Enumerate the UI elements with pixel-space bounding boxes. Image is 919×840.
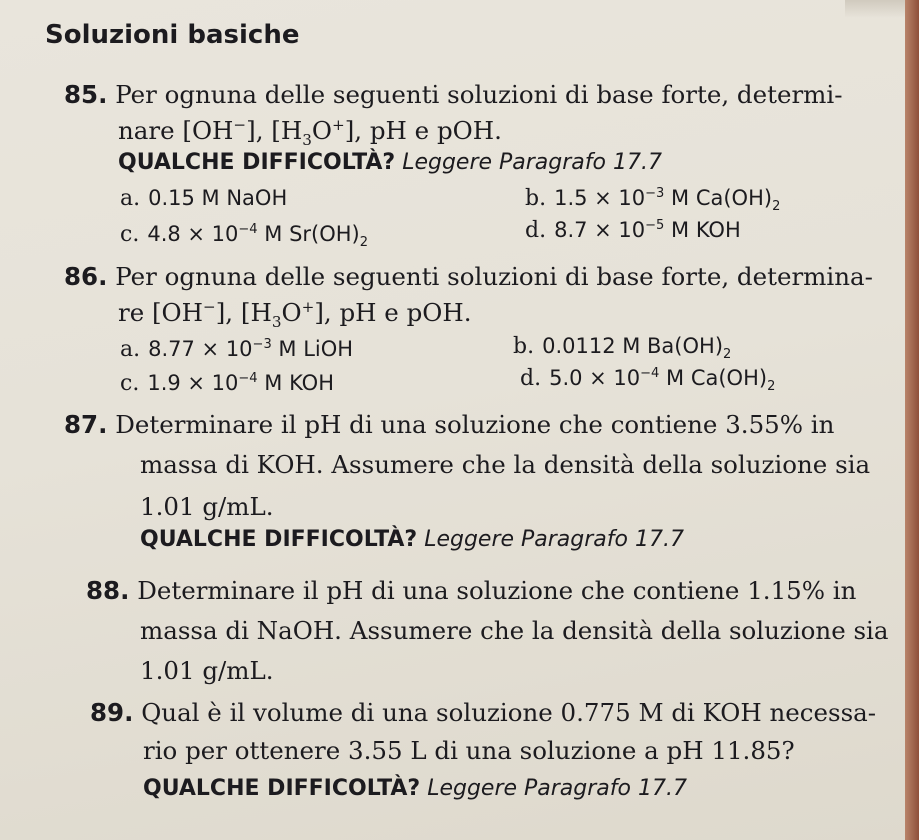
problem-87-line-1 [64,410,834,439]
problem-86-line-1 [64,262,873,291]
problem-number: 87. [64,410,108,439]
item-85c: c. $4.8 \times 10^{-4}$ M $Sr(OH)_2$ [120,222,369,251]
problem-number: 89. [90,698,134,727]
problem-87-line-2: massa di KOH. Assumere che la densità della soluzione sia [140,450,871,479]
problem-text: Determinare il pH di una soluzione che contiene 1.15% in [137,576,857,605]
item-85b: b. $1.5 \times 10^{-3}$ M $Ca(OH)_2$ [525,186,781,215]
problem-number: 85. [64,80,108,109]
problem-text: Determinare il pH di una soluzione che contiene 3.55% in [115,410,835,439]
item-86d: d. $5.0 \times 10^{-4}$ M $Ca(OH)_2$ [520,366,776,395]
page-shadow [845,0,905,18]
hint-87: QUALCHE DIFFICOLTÀ? Leggere Paragrafo 17.7 [140,527,684,552]
hint-89: QUALCHE DIFFICOLTÀ? Leggere Paragrafo 17.7 [143,776,687,801]
problem-88-line-3: 1.01 g/mL. [140,656,274,685]
item-85d: d. $8.7 \times 10^{-5}$ M KOH [525,218,741,243]
item-86b: b. 0.0112 M $Ba(OH)_2$ [513,334,732,363]
page-edge [905,0,919,840]
problem-85-line-1 [64,80,843,109]
problem-89-line-1 [90,698,876,727]
problem-text: Qual è il volume di una soluzione 0.775 M di KOH necessa- [141,698,877,727]
problem-88-line-2: massa di NaOH. Assumere che la densità della soluzione sia [140,616,889,645]
item-85a: a. 0.15 M NaOH [120,186,288,211]
problem-text: Per ognuna delle seguenti soluzioni di base forte, determina- [115,262,873,291]
problem-87-line-3: 1.01 g/mL. [140,492,274,521]
section-title: Soluzioni basiche [45,20,300,50]
item-86a: a. $8.77 \times 10^{-3}$ M LiOH [120,337,354,362]
problem-88-line-1 [86,576,856,605]
problem-85-line-2: nare [OH−], $[H_3O^+]$, pH e pOH. [118,116,502,150]
problem-86-line-2: re [OH−], $[H_3O^+]$, pH e pOH. [118,298,472,332]
problem-number: 86. [64,262,108,291]
item-86c: c. $1.9 \times 10^{-4}$ M KOH [120,371,335,396]
problem-89-line-2: rio per ottenere 3.55 L di una soluzione a pH 11.85? [143,736,795,765]
problem-text: Per ognuna delle seguenti soluzioni di base forte, determi- [115,80,843,109]
problem-number: 88. [86,576,130,605]
hint-85: QUALCHE DIFFICOLTÀ? Leggere Paragrafo 17.7 [118,150,662,175]
